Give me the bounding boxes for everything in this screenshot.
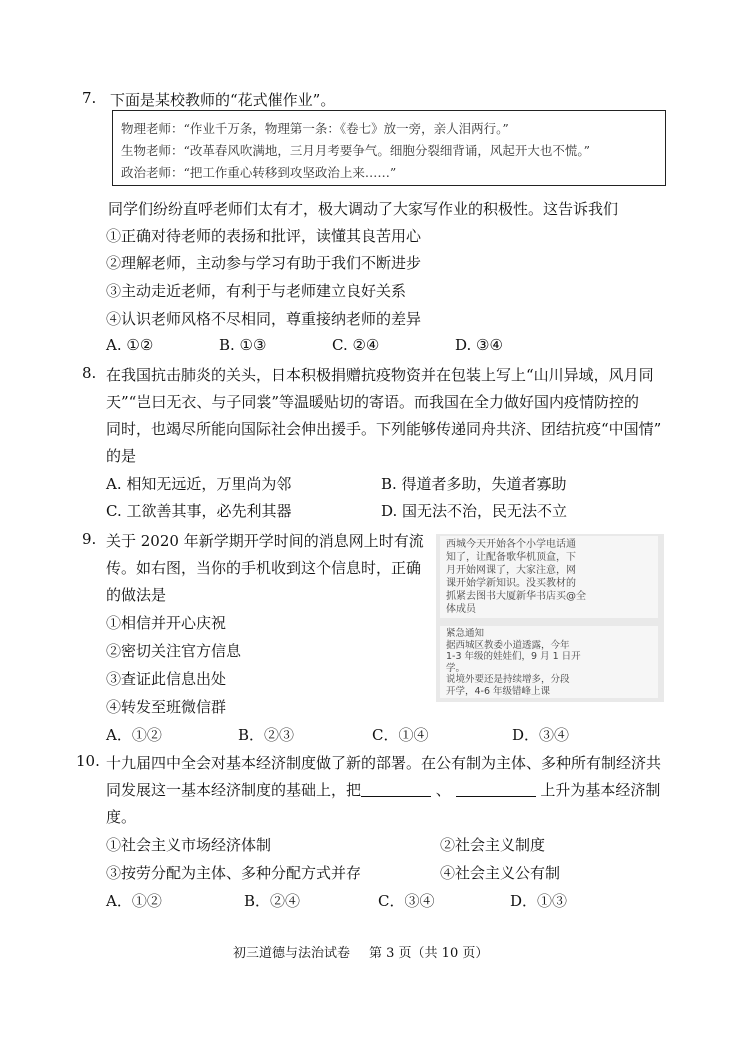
chat-message-1 (440, 536, 658, 618)
chat-msg2-line: 据西城区教委小道透露，今年 (446, 639, 570, 651)
q9-item-4: ④转发至班微信群 (106, 698, 227, 716)
q9-item-3: ③查证此信息出处 (106, 670, 227, 688)
q10-line-1: 十九届四中全会对基本经济制度做了新的部署。在公有制为主体、多种所有制经济共 (106, 754, 662, 772)
q8-option-b: B. 得道者多助，失道者寡助 (381, 475, 567, 493)
q9-option-c: C．①④ (372, 726, 429, 744)
q7-box-line-politics: 政治老师：“把工作重心转移到攻坚政治上来……” (121, 165, 397, 180)
chat-message-2 (440, 626, 658, 698)
q10-line-2-sep: 、 (435, 781, 451, 799)
chat-msg1-line: 知了，让配备歌华机顶盒，下 (446, 552, 576, 563)
q9-line-2: 传。如右图，当你的手机收到这个信息时，正确 (106, 559, 422, 577)
q10-line-2-b: 上升为基本经济制 (540, 781, 661, 799)
q10-number: 10. (76, 752, 100, 770)
q7-after-text: 同学们纷纷直呼老师们太有才，极大调动了大家写作业的积极性。这告诉我们 (108, 200, 619, 218)
q7-option-d: D. ③④ (455, 336, 503, 354)
q10-option-d: D．①③ (510, 892, 568, 910)
q9-option-d: D．③④ (512, 726, 570, 744)
q9-item-1: ①相信并开心庆祝 (106, 614, 227, 632)
q10-option-a: A．①② (106, 892, 162, 910)
chat-msg1-line: 月开始网课了，大家注意，网 (446, 565, 576, 576)
q8-line-4: 的是 (106, 447, 137, 465)
q7-item-2: ②理解老师，主动参与学习有助于我们不断进步 (106, 254, 422, 272)
q7-option-a: A. ①② (106, 336, 154, 354)
q9-line-3: 的做法是 (106, 586, 167, 604)
q8-option-a: A. 相知无远近，万里尚为邻 (106, 475, 292, 493)
q7-box-line-physics: 物理老师：“作业千万条，物理第一条：《卷七》放一旁，亲人泪两行。” (121, 121, 509, 136)
chat-msg1-line: 抓紧去图书大厦新华书店买@全 (446, 591, 586, 602)
chat-msg2-line: 开学，4-6 年级错峰上课 (446, 685, 551, 697)
q7-number: 7. (82, 89, 97, 107)
q8-line-2: 天”“岂曰无衣、与子同裳”等温暖贴切的寄语。而我国在全力做好国内疫情防控的 (106, 393, 640, 411)
chat-msg2-line: 1-3 年级的娃娃们，9 月 1 日开 (446, 651, 581, 662)
q10-option-b: B．②④ (244, 892, 301, 910)
q7-stem: 下面是某校教师的“花式催作业”。 (110, 91, 336, 109)
footer-title: 初三道德与法治试卷 (233, 946, 351, 961)
q9-line-1: 关于 2020 年新学期开学时间的消息网上时有流 (106, 532, 424, 550)
q8-line-1: 在我国抗击肺炎的关头，日本积极捐赠抗疫物资并在包装上写上“山川异域，风月同 (106, 366, 654, 384)
q10-line-3: 度。 (106, 808, 137, 826)
q10-blank-1 (361, 782, 431, 797)
q7-box-line-biology: 生物老师：“改革春风吹满地，三月月考要争气。细胞分裂细背诵，风起开大也不慌。” (121, 143, 591, 158)
chat-msg2-line: 说境外要还是持续增多，分段 (446, 674, 570, 685)
chat-msg1-line: 体成员 (446, 604, 476, 615)
q9-chat-screenshot (436, 534, 664, 702)
q10-item-1: ①社会主义市场经济体制 (106, 836, 272, 854)
q10-line-2 (106, 779, 660, 800)
q10-option-c: C．③④ (378, 892, 435, 910)
q10-item-3: ③按劳分配为主体、多种分配方式并存 (106, 864, 362, 882)
q10-item-2: ②社会主义制度 (440, 836, 546, 854)
q7-item-1: ①正确对待老师的表扬和批评，读懂其良苦用心 (106, 227, 422, 245)
q7-option-c: C. ②④ (332, 336, 380, 354)
q10-line-2-a: 同发展这一基本经济制度的基础上，把 (106, 781, 362, 799)
q8-line-3: 同时，也竭尽所能向国际社会伸出援手。下列能够传递同舟共济、团结抗疫“中国情” (106, 420, 662, 438)
q7-option-b: B. ①③ (219, 336, 267, 354)
chat-msg1-line: 课开始学新知识。没买教材的 (446, 578, 576, 589)
q7-item-3: ③主动走近老师，有利于与老师建立良好关系 (106, 282, 407, 300)
q8-number: 8. (82, 364, 97, 382)
chat-msg2-line: 学。 (446, 662, 466, 674)
q7-item-4: ④认识老师风格不尽相同，尊重接纳老师的差异 (106, 310, 422, 328)
q10-blank-2 (456, 782, 536, 797)
chat-msg2-line: 紧急通知 (446, 628, 485, 639)
q8-option-d: D. 国无法不治，民无法不立 (381, 502, 568, 520)
chat-msg1-line: 西城今天开始各个小学电话通 (446, 539, 576, 550)
q8-option-c: C. 工欲善其事，必先利其器 (106, 502, 292, 520)
q9-option-b: B．②③ (238, 726, 295, 744)
q7-quote-box (112, 110, 666, 186)
q9-item-2: ②密切关注官方信息 (106, 642, 242, 660)
q9-option-a: A．①② (106, 726, 162, 744)
q10-item-4: ④社会主义公有制 (440, 864, 561, 882)
footer-page: 第 3 页（共 10 页） (369, 946, 489, 961)
q9-number: 9. (82, 530, 97, 548)
